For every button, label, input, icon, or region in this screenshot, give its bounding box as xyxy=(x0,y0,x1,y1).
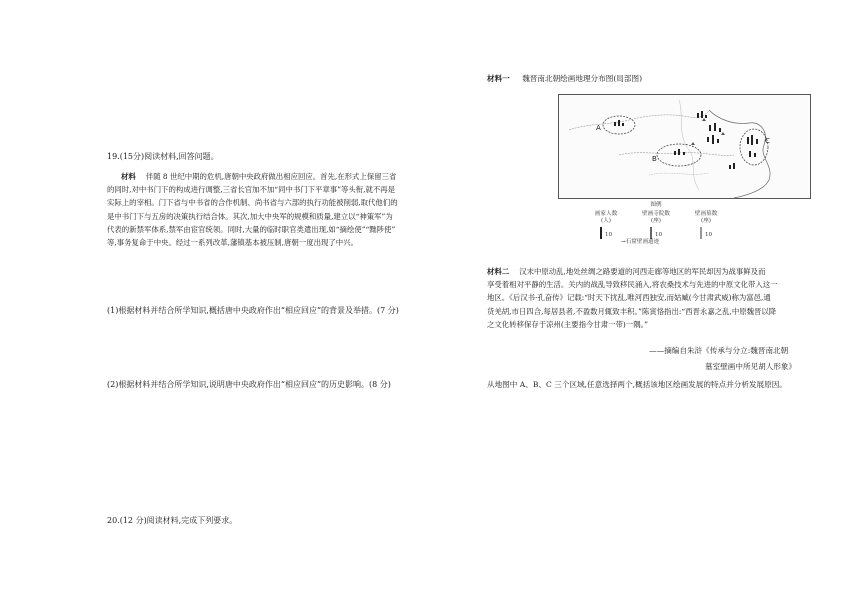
material-line: 代表的新禁军体系,禁军由宦官统领。同时,大量的临时职官类遣出现,如“摘绘使”“黜陟使” xyxy=(107,224,396,234)
material-label: 材料 xyxy=(121,172,136,181)
material2-source-1: ——摘编自朱浒《传承与分立:魏晋南北朝 xyxy=(649,346,789,355)
map-graphic xyxy=(559,95,810,198)
material-line: 货羌胡,市日四合,每居县者,不盈数月辄致丰积。”陈寅恪指出:“西晋永嘉之乱,中原魏晋以降 xyxy=(487,306,777,316)
question-19-sub1: (1)根据材料并结合所学知识,概括唐中央政府作出“相应回应”的背景及举措。(7 分) xyxy=(107,306,399,315)
material-line: 地区。《后汉书·孔奋传》记载:“时天下扰乱,唯河西独安,而姑臧(今甘肃武威)称为富邑,通 xyxy=(487,293,771,303)
legend-item-temples xyxy=(633,211,679,239)
material1-label: 材料一 xyxy=(487,74,510,83)
material-line: 是中书门下与五房的决策执行结合体。其次,加大中央军的规模和质量,建立以“神策军”为 xyxy=(107,211,393,221)
legend-item-tombs xyxy=(686,211,726,239)
material2-source-2: 墓室壁画中所见胡人形象》 xyxy=(705,362,797,371)
material-line: 实际上的宰相。门下省与中书省的合作机制、尚书省与六部的执行功能被削弱,取代他们的 xyxy=(107,198,398,208)
legend-label: 壁画墓数 (座) xyxy=(694,211,718,224)
map-label-c: C xyxy=(765,137,770,145)
question-19-header: 19.(15分)阅读材料,回答问题。 xyxy=(107,152,219,161)
material1-title: 魏晋南北朝绘画地理分布图(局部图) xyxy=(522,74,643,83)
bar-icon xyxy=(700,227,702,239)
material-line: 材料 伴随 8 世纪中期的危机,唐朝中央政府做出相应回应。首先,在形式上保留三省 xyxy=(121,172,397,181)
painting-distribution-map xyxy=(558,94,811,199)
legend-label: 画家人数 (人) xyxy=(594,211,618,224)
question-19-material xyxy=(107,170,437,249)
bar-icon xyxy=(600,227,602,239)
legend-value: 10 xyxy=(604,232,613,238)
legend-heading: 图例 xyxy=(650,202,662,208)
legend-label: 壁画寺院数 (座) xyxy=(642,211,670,224)
material2-label: 材料二 xyxy=(487,267,510,276)
material1-heading xyxy=(487,73,642,84)
legend-value: 10 xyxy=(654,232,663,238)
question-19-sub2: (2)根据材料并结合所学知识,说明唐中央政府作出“相应回应”的历史影响。(8 分) xyxy=(107,380,391,389)
map-legend xyxy=(586,202,726,246)
material-line: 材料二 汉末中原动乱,地处丝绸之路要道的河西走廊等地区的军民却因为战事鲜及而 xyxy=(487,267,766,276)
material-line: 享受着相对平静的生活。关内的战乱导致移民涌入,将农桑技术与先进的中原文化带入这一 xyxy=(487,280,778,290)
region-c-outline xyxy=(740,129,768,165)
legend-item-painters xyxy=(586,211,626,239)
material-line: 的同时,对中书门下的构成进行调整,三省长官加不加“同中书门下平章事”等头衔,就不再是 xyxy=(107,185,396,195)
map-label-b: B xyxy=(652,155,657,163)
material-line: 之文化转移保存于凉州(主要指今甘肃一带)一隅。” xyxy=(487,319,649,329)
question-20-prompt: 从地图中 A、B、C 三个区域,任意选择两个,概括该地区绘画发展的特点并分析发展原因。 xyxy=(487,380,787,389)
material2 xyxy=(487,265,817,331)
legend-note: →石窟壁画遗迹 xyxy=(621,239,660,245)
map-label-a: A xyxy=(596,124,601,132)
material-line: 等,事务复命于中央。经过一系列改革,藩镇基本被压制,唐朝一度出现了中兴。 xyxy=(107,238,358,248)
legend-value: 10 xyxy=(704,232,713,238)
question-20-header: 20.(12 分)阅读材料,完成下列要求。 xyxy=(107,516,238,525)
bar-icon xyxy=(650,227,652,239)
